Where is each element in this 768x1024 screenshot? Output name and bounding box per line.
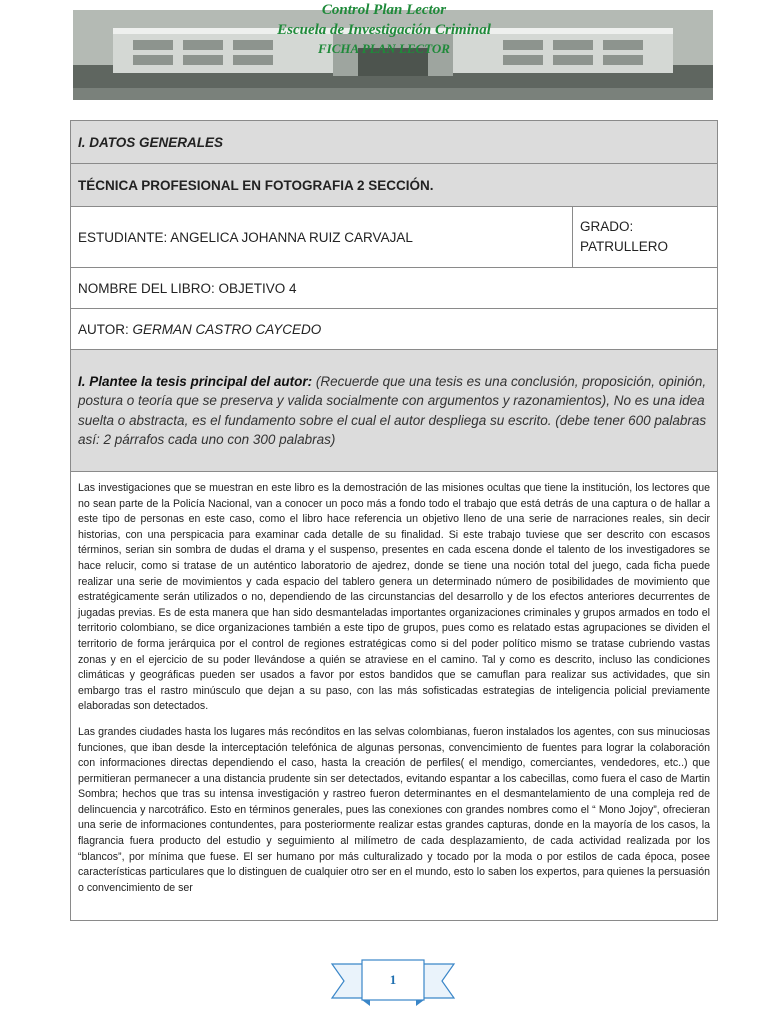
page-number: 1 xyxy=(389,972,397,987)
essay-body xyxy=(71,472,718,921)
header-subtitle: FICHA PLAN LECTOR xyxy=(318,41,450,56)
section-title: I. DATOS GENERALES xyxy=(71,121,718,164)
row-body xyxy=(71,472,718,921)
estudiante-field: ESTUDIANTE: ANGELICA JOHANNA RUIZ CARVAJAL xyxy=(71,207,573,268)
row-libro xyxy=(71,268,718,309)
essay-paragraph-1: Las investigaciones que se muestran en este libro es la demostración de las misiones ocultas que tiene la institución, los lectores que no sean parte de la Policía Nacional, van a conocer un poco más a fondo todo el trabajo que está detrás de una captura o de hallar a este tipo de personas en este caso, como el libro hace referencia un objetivo lleno de una serie de narraciones reales, sin decir historias, con una perspicacia para examinar cada detalle de su finalidad. Si este trabajo tuviese que ser descrito con escasos términos, serian sin sombra de dudas el drama y el suspenso, presentes en cada escena donde el talento de los investigadores se hace relucir, como si tratase de un auténtico laboratorio de ajedrez, donde se tiene una noción total del juego, cada ficha puede realizar una serie de movimientos y cada espacio del tablero genera un determinado número de posibilidades de movimiento que estratégicamente serán utilizados o no, dependiendo de las circunstancias del desarrollo y de los efectos anteriores decurrentes de jugadas previas. Es de esta manera que han sido desmanteladas importantes organizaciones criminales y grupos armados en todo el territorio colombiano, se dice organizaciones también a este tipo de grupos, pues como es relatado estas agrupaciones se dividen el territorio de forma jerárquica por el control de regiones estratégicas como si del poder político mismo se tratase cubriendo vastas zonas y en el ejercicio de su poder llevándose a quién se atraviese en el camino. Tal y como es descrito, incluso las condiciones climáticas y geográficas pueden ser usados a favor por estos bandidos que se camuflan para realizar sus actividades, que sin embargo tras el rastro minúsculo que dejan a su paso, con las más sofisticadas estrategias de inteligencia policial previamente elaboradas son detectados. xyxy=(78,482,710,713)
essay-paragraph-2: Las grandes ciudades hasta los lugares más recónditos en las selvas colombianas, fueron instalados los agentes, con sus minuciosas funciones, que iban desde la interceptación telefónica de algunas personas, convencimiento de fuentes para lograr la colaboración con informaciones directas dependiendo el caso, hasta la creación de perfiles( el mendigo, comerciantes, vendedores, etc..) que permitieran permanecer a una distancia prudente sin ser detectados, evitando espantar a los cabecillas, como fuera el caso de Martin Sombra; hechos que tras su intensa investigación y rastreo fueron determinantes en el desmantelamiento de una compleja red de delincuencia y narcotráfico. Esto en términos generales, pues las conexiones con grandes nombres como el “ Mono Jojoy”, ofrecieran una serie de informaciones contundentes, para posteriormente realizar estas grandes capturas, donde en la mayoría de los casos, la flagrancia fuera producto del estudio y seguimiento al milímetro de cada desplazamiento, de cada actividad realizada por los “blancos”, por mínima que fuese. El ser humano por más culturalizado y tocado por la moda o por estilos de cada época, posee características particulares que lo distinguen de cualquier otro ser en el mundo, esto lo saben los expertos, para quienes la persuasión o convencimiento de ser xyxy=(78,725,710,894)
autor-value: GERMAN CASTRO CAYCEDO xyxy=(132,321,322,337)
plantee-instructions xyxy=(71,350,718,472)
row-plantee xyxy=(71,350,718,472)
row-autor xyxy=(71,309,718,350)
libro-field: NOMBRE DEL LIBRO: OBJETIVO 4 xyxy=(71,268,718,309)
form-table xyxy=(70,120,718,921)
header-title: Control Plan Lector xyxy=(321,2,447,18)
autor-field xyxy=(71,309,718,350)
row-estudiante xyxy=(71,207,718,268)
row-section-title xyxy=(71,121,718,164)
grado-field xyxy=(573,207,718,268)
plantee-heading: I. Plantee la tesis principal del autor: xyxy=(78,373,313,389)
row-tecnica xyxy=(71,164,718,207)
grado-value: PATRULLERO xyxy=(580,239,669,254)
grado-label: GRADO: xyxy=(580,219,634,234)
header-school: Escuela de Investigación Criminal xyxy=(277,22,491,38)
plantee-body: (Recuerde que una tesis es una conclusión, proposición, opinión, postura o teoría que se preserva y valida socialmente con argumentos y razonamientos), No es una idea suelta o abstracta, es el fundamento sobre el cual el autor despliega su escrito. (debe tener 600 palabras así: 2 párrafos cada uno con 300 palabras) xyxy=(78,373,707,447)
tecnica-label: TÉCNICA PROFESIONAL EN FOTOGRAFIA 2 SECCIÓN. xyxy=(71,164,718,207)
autor-label: AUTOR: xyxy=(78,321,133,337)
